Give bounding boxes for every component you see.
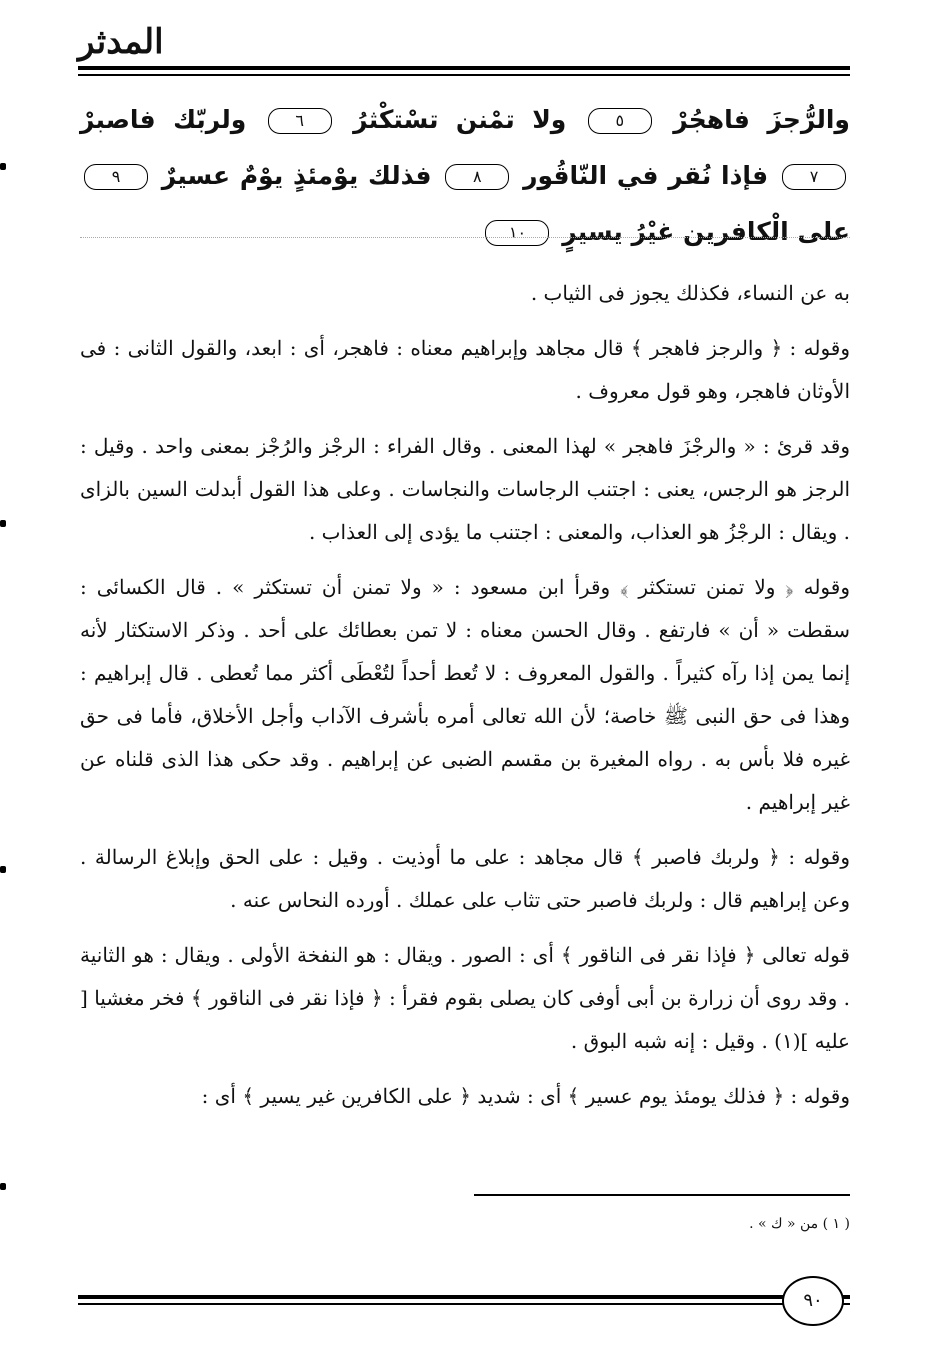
paragraph: وقوله : ﴿ فذلك يومئذ يوم عسير ﴾ أى : شديد ﴿ على الكافرين غير يسير ﴾ أى : [201,1084,850,1108]
footnote: ( ١ ) من « ك » . [749,1216,850,1232]
paragraph: وقوله : ﴿ والرجز فاهجر ﴾ قال مجاهد وإبراهيم معناه : فاهجر، أى : ابعد، والقول الثانى : فى الأوثان فاهجر، وهو قول معروف . [80,336,850,403]
header-rule-thick [78,66,850,70]
commentary-text [80,272,850,1130]
verse-text: فإذا نُقر في النّاقُور [523,161,769,190]
margin-mark [0,520,6,527]
verse-text: على الْكافرين غيْرُ يسيرٍ [562,217,850,246]
verse-number-ornament: ٨ [445,164,509,190]
paragraph: قوله تعالى ﴿ فإذا نقر فى الناقور ﴾ أى : الصور . ويقال : هو النفخة الأولى . ويقال : هو الثانية . وقد روى أن زرارة بن أبى أوفى كان يصلى بقوم فقرأ : ﴿ فإذا نقر فى الناقور ﴾ فخر مغشيا [ عليه ](١) . وقيل : إنه شبه البوق . [80,943,851,1053]
quran-verses [80,92,850,246]
page-number: ٩٠ [782,1276,844,1326]
paragraph: وقوله : ﴿ ولربك فاصبر ﴾ قال مجاهد : على ما أوذيت . وقيل : على الحق وإبلاغ الرسالة . وعن إبراهيم قال : ولربك فاصبر حتى تثاب على عملك . أورده النحاس عنه . [80,845,850,912]
margin-mark [0,163,6,170]
margin-mark [0,866,6,873]
footer-rule-thick [78,1295,850,1299]
paragraph: وقد قرئ : « والرجْزَ فاهجر » لهذا المعنى . وقال الفراء : الرجْز والرُجْز بمعنى واحد . وقيل : الرجز هو الرجس، يعنى : اجتنب الرجاسات والنجاسات . وعلى هذا القول أبدلت السين بالزاى . ويقال : الرجْزُ هو العذاب، والمعنى : اجتنب ما يؤدى إلى العذاب . [80,434,850,544]
verse-number-ornament: ١٠ [485,220,549,246]
verse-text: والرُّجزَ فاهجُرْ [673,105,850,134]
margin-mark [0,1183,6,1190]
verse-text: ولربّك فاصبرْ [80,105,247,134]
verse-text: ولا تمْنن تسْتكْثرُ [353,105,567,134]
verse-number-ornament: ٩ [84,164,148,190]
verse-number-ornament: ٧ [782,164,846,190]
header-rule-thin [78,74,850,76]
footnote-rule [474,1194,850,1196]
verse-number-ornament: ٥ [588,108,652,134]
verse-text: فذلك يوْمئذٍ يوْمٌ عسيرٌ [161,161,432,190]
verse-number-ornament: ٦ [268,108,332,134]
paragraph: به عن النساء، فكذلك يجوز فى الثياب . [530,281,850,305]
section-separator [80,237,850,238]
footer-rule-thin [78,1303,850,1305]
surah-title: المدثر [78,22,164,62]
paragraph: وقوله ﴿ ولا تمنن تستكثر ﴾ وقرأ ابن مسعود : « ولا تمنن أن تستكثر » . قال الكسائى : سقطت « أن » فارتفع . وقال الحسن معناه : لا تمن بعطائك على أحد . وذكر الاستكثار لأنه إنما يمن إذا رآه كثيراً . والقول المعروف : لا تُعط أحداً لتُعْطَى أكثر مما تُعطى . قال إبراهيم : وهذا فى حق النبى ﷺ خاصة؛ لأن الله تعالى أمره بأشرف الآداب وأجل الأخلاق، فأما فى حق غيره فلا بأس به . رواه المغيرة بن مقسم الضبى عن إبراهيم . وقد حكى هذا الذى قلناه عن غير إبراهيم . [80,575,850,814]
